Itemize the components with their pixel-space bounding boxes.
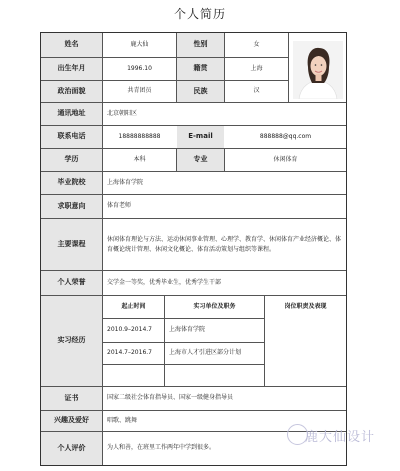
certificates-value: 国家二级社会体育指导员、国家一级健身指导员 — [107, 394, 234, 402]
certificates-label: 证书 — [41, 387, 102, 410]
phone-label: 联系电话 — [41, 126, 102, 148]
profile-photo — [293, 41, 343, 99]
avatar-icon — [293, 41, 343, 99]
hobbies-value: 唱歌、跳舞 — [107, 416, 138, 424]
email-value: 888888@qq.com — [259, 132, 312, 140]
school-label: 毕业院校 — [41, 172, 102, 194]
gender-label: 性别 — [177, 33, 224, 57]
hometown-value: 上海 — [250, 64, 263, 72]
evaluation-value: 为人和善，在班里工作两年中学到很多。 — [107, 444, 216, 452]
ethnicity-value: 汉 — [253, 87, 260, 95]
internship-label: 实习经历 — [41, 296, 102, 386]
politics-value: 共青团员 — [127, 87, 152, 95]
evaluation-label: 个人评价 — [41, 432, 102, 465]
hobbies-label: 兴趣及爱好 — [41, 411, 102, 431]
birth-value: 1996.10 — [127, 64, 152, 72]
name-value: 鹿大仙 — [130, 40, 149, 48]
watermark: 鹿大仙设计 — [305, 430, 376, 445]
phone-value: 18888888888 — [118, 132, 161, 140]
internship-row-period: 2010.9–2014.7 — [107, 326, 152, 334]
hometown-label: 籍贯 — [177, 58, 224, 80]
email-label: E-mail — [177, 126, 224, 148]
internship-header-unit: 实习单位及职务 — [193, 302, 236, 310]
internship-row-unit: 上海体育学院 — [169, 326, 206, 334]
intention-value: 体育老师 — [107, 202, 132, 210]
honors-label: 个人荣誉 — [41, 271, 102, 295]
honors-value: 交学金一等奖，优秀毕业生，优秀学生干部 — [107, 278, 222, 286]
school-value: 上海体育学院 — [107, 178, 144, 186]
education-label: 学历 — [41, 149, 102, 171]
address-label: 通讯地址 — [41, 103, 102, 125]
major-value: 休闲体育 — [273, 155, 298, 163]
courses-label: 主要课程 — [41, 219, 102, 270]
internship-header-period: 起止时间 — [121, 302, 146, 310]
ethnicity-label: 民族 — [177, 81, 224, 102]
resume-table — [40, 32, 347, 466]
education-value: 本科 — [133, 155, 146, 163]
gender-value: 女 — [253, 40, 260, 48]
politics-label: 政治面貌 — [41, 81, 102, 102]
name-label: 姓名 — [41, 33, 102, 57]
birth-label: 出生年月 — [41, 58, 102, 80]
major-label: 专业 — [177, 149, 224, 171]
internship-header-duties: 岗位职责及表现 — [284, 302, 327, 310]
intention-label: 求职意向 — [41, 195, 102, 218]
courses-value: 休闲体育理论与方法、运动休闲事业管理、心理学、教育学、休闲体育产业经济概论、体育概论统计管理、休闲文化概论、体育活动策划与组织等课程。 — [107, 235, 342, 253]
internship-row-unit: 上海市人才引进区部分计划 — [169, 349, 242, 357]
internship-row-period: 2014.7–2016.7 — [107, 349, 152, 357]
address-value: 北京朝阳区 — [107, 109, 138, 117]
page-title: 个人简历 — [173, 7, 226, 21]
